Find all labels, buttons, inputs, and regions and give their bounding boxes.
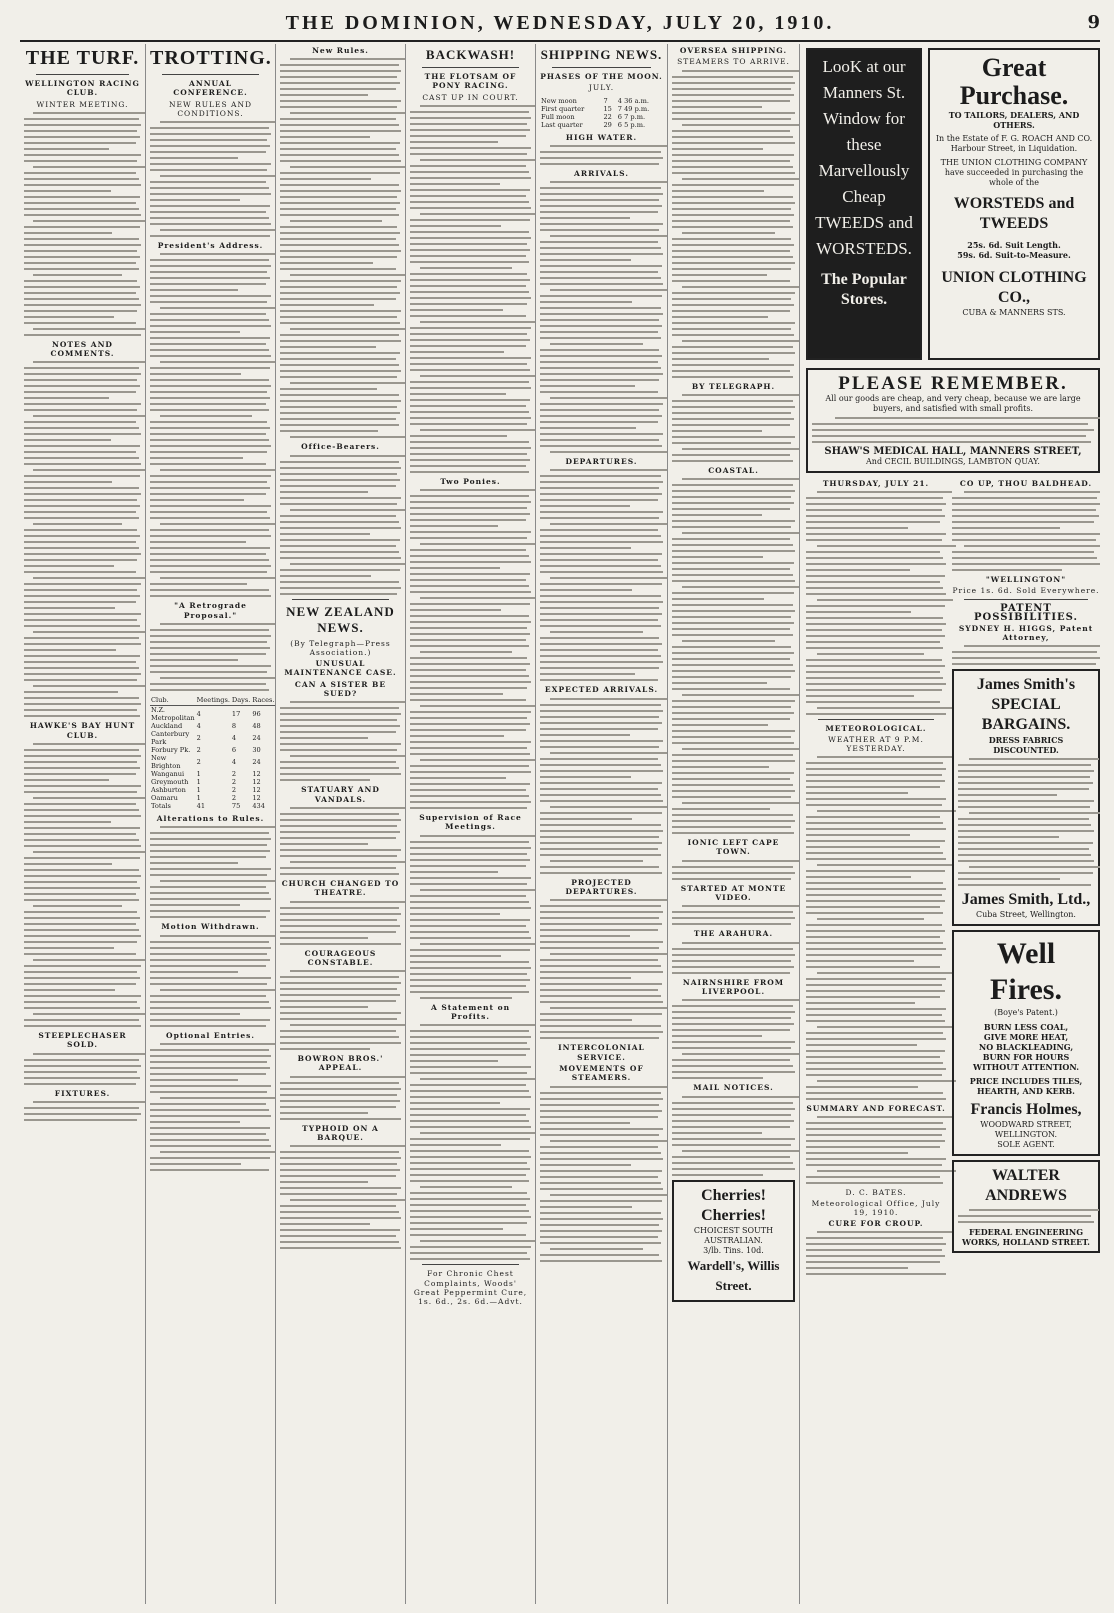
trotting-president-heading: President's Address. <box>157 241 264 251</box>
sister-sued-heading: CAN A SISTER BE SUED? <box>294 679 387 699</box>
column-turf <box>20 44 146 1604</box>
trotting-president-body <box>150 253 271 597</box>
arrivals-heading: ARRIVALS. <box>574 168 629 178</box>
trotting-withdrawn-body <box>150 935 271 1027</box>
baldhead-body <box>952 491 1100 571</box>
tally-row: Ashburton 1 2 12 <box>151 786 261 795</box>
walter-andrews-foot: FEDERAL ENGINEERING WORKS, HOLLAND STREET. <box>962 1227 1090 1247</box>
moon-phases-table <box>540 97 663 129</box>
turf-fixtures-heading: FIXTURES. <box>54 1088 111 1098</box>
popular-stores-line: TWEEDS and <box>815 213 913 232</box>
trotting-alterations-heading: Alterations to Rules. <box>156 814 265 824</box>
turf-hawkes-bay-heading: HAWKE'S BAY HUNT CLUB. <box>29 721 136 740</box>
oversea-heading: OVERSEA SHIPPING. <box>679 46 788 55</box>
union-clothing-advert <box>928 48 1100 360</box>
croup-heading: CURE FOR CROUP. <box>828 1219 924 1228</box>
walter-andrews-title: WALTER ANDREWS <box>985 1167 1067 1204</box>
turf-subheading-meeting: WINTER MEETING. <box>36 99 129 109</box>
well-fires-patent: (Boye's Patent.) <box>994 1008 1058 1017</box>
ionic-body <box>672 860 795 880</box>
tally-row: Greymouth 1 2 12 <box>151 778 261 787</box>
popular-stores-line: Manners St. <box>822 83 906 102</box>
james-smith-advert <box>952 669 1100 926</box>
well-fires-title: Well Fires. <box>990 937 1062 1006</box>
well-fires-feature: WITHOUT ATTENTION. <box>973 1062 1079 1072</box>
popular-stores-advert <box>806 48 922 360</box>
new-rules-heading: New Rules. <box>312 46 369 55</box>
bowron-body <box>280 1076 401 1120</box>
turf-subheading-club: WELLINGTON RACING CLUB. <box>25 79 140 98</box>
tally-header: Club. <box>150 695 196 706</box>
constable-body <box>280 970 401 1050</box>
nairnshire-body <box>672 999 795 1079</box>
well-fires-feature: GIVE MORE HEAT, <box>983 1032 1069 1042</box>
moon-phase-row: New moon 7 4 36 a.m. <box>541 96 649 105</box>
cherries-advert <box>672 1180 795 1302</box>
nz-news-heading: NEW ZEALAND NEWS. <box>286 603 395 635</box>
popular-stores-line: Cheap <box>842 187 886 206</box>
masthead-title: THE DOMINION, WEDNESDAY, JULY 20, 1910. <box>285 11 835 34</box>
james-smith-body <box>958 758 1094 886</box>
tally-row: Auckland 4 8 48 <box>151 722 261 731</box>
tally-row: Canterbury Park 2 4 24 <box>151 730 261 747</box>
shaws-advert <box>806 368 1100 473</box>
high-water-body <box>540 145 663 165</box>
tally-header: Meetings. <box>196 696 230 705</box>
well-fires-feature: BURN FOR HOURS <box>982 1052 1070 1062</box>
right-adverts <box>952 477 1100 1279</box>
expected-arrivals-body <box>540 698 663 874</box>
movements-heading: MOVEMENTS OF STEAMERS. <box>559 1063 644 1083</box>
shipping-heading: SHIPPING NEWS. <box>540 47 663 62</box>
page-number: 9 <box>1087 12 1100 33</box>
walter-andrews-body <box>958 1209 1094 1223</box>
arahura-heading: THE ARAHURA. <box>693 929 774 939</box>
projected-departures-heading: PROJECTED DEPARTURES. <box>565 877 638 897</box>
tally-row: Oamaru 1 2 12 <box>151 794 261 803</box>
trotting-subheading-conference: ANNUAL CONFERENCE. <box>173 79 248 98</box>
trotting-retrograde-heading: "A Retrograde Proposal." <box>174 601 247 620</box>
well-fires-advert <box>952 930 1100 1156</box>
turf-notes-body <box>24 361 141 717</box>
cherries-price: 3/lb. Tins. 10d. <box>703 1245 764 1255</box>
turf-notes-heading: NOTES AND COMMENTS. <box>50 339 115 359</box>
nairnshire-heading: NAIRNSHIRE FROM LIVERPOOL. <box>682 977 785 996</box>
intercolonial-heading: INTERCOLONIAL SERVICE. <box>558 1043 645 1062</box>
well-fires-shop: Francis Holmes, <box>970 1101 1082 1118</box>
turf-heading: THE TURF. <box>25 47 140 69</box>
moon-phase-row: Full moon 22 6 7 p.m. <box>541 112 646 121</box>
backwash-footer-advert: For Chronic Chest Complaints, Woods' Great Peppermint Cure, 1s. 6d., 2s. 6d.—Advt. <box>413 1269 528 1307</box>
projected-departures-body <box>540 899 663 1039</box>
great-purchase-price: 25s. 6d. Suit Length. <box>967 240 1061 250</box>
mails-heading: THURSDAY, JULY 21. <box>822 479 930 488</box>
baldhead-price: Price 1s. 6d. Sold Everywhere. <box>952 586 1100 595</box>
trotting-body <box>150 121 271 237</box>
tally-header: Days. <box>231 696 251 705</box>
moon-heading: PHASES OF THE MOON. <box>540 72 663 81</box>
popular-stores-line: Window for <box>823 109 905 128</box>
patent-name: SYDNEY H. HIGGS, Patent Attorney, <box>958 624 1094 642</box>
movements-body <box>540 1086 663 1262</box>
backwash-subheading-flotsam: THE FLOTSAM OF PONY RACING. <box>424 72 517 91</box>
tally-header: Races. <box>252 696 275 705</box>
james-smith-title: James Smith's SPECIAL BARGAINS. <box>976 676 1076 733</box>
column-oversea <box>668 44 800 1604</box>
well-fires-addr: WOODWARD STREET, WELLINGTON. <box>980 1120 1072 1139</box>
departures-body <box>540 469 663 681</box>
well-fires-price: PRICE INCLUDES TILES, HEARTH, AND KERB. <box>969 1076 1083 1096</box>
mails-column <box>806 477 946 1279</box>
office-bearers-heading: Office-Bearers. <box>301 442 380 452</box>
shaws-name: SHAW'S MEDICAL HALL, MANNERS STREET, <box>824 446 1082 457</box>
nz-news-byline: (By Telegraph—Press Association.) <box>290 638 391 657</box>
baldhead-heading: CO UP, THOU BALDHEAD. <box>959 479 1093 488</box>
statuary-heading: STATUARY AND VANDALS. <box>301 785 380 804</box>
by-telegraph-body <box>672 394 795 462</box>
maintenance-case-heading: UNUSUAL MAINTENANCE CASE. <box>284 659 397 678</box>
trotting-optional-body <box>150 1043 271 1171</box>
well-fires-feature: BURN LESS COAL, <box>983 1022 1069 1032</box>
trotting-alterations-body <box>150 826 271 918</box>
popular-stores-name: The Popular Stores. <box>821 271 907 308</box>
patent-heading: PATENT POSSIBILITIES. <box>973 603 1079 623</box>
two-ponies-body <box>410 489 531 809</box>
moon-phase-row: Last quarter 29 6 5 p.m. <box>541 120 646 129</box>
by-telegraph-heading: BY TELEGRAPH. <box>691 381 776 391</box>
please-remember-text: All our goods are cheap, and very cheap, because we are large buyers, and satisfied with small profits. <box>825 394 1081 413</box>
well-fires-agent: SOLE AGENT. <box>997 1140 1055 1149</box>
turf-steeplechaser-body <box>24 1053 141 1085</box>
trotting-tally-table <box>150 695 276 810</box>
church-theatre-heading: CHURCH CHANGED TO THEATRE. <box>281 878 400 898</box>
coastal-heading: COASTAL. <box>708 465 759 475</box>
meteorological-heading: METEOROLOGICAL. <box>825 724 927 733</box>
cherries-sub: CHOICEST SOUTH AUSTRALIAN. <box>693 1225 774 1245</box>
great-purchase-title: Great Purchase. <box>959 53 1069 110</box>
profits-body <box>410 1024 531 1260</box>
typhoid-heading: TYPHOID ON A BARQUE. <box>302 1123 379 1143</box>
popular-stores-line: Marvellously <box>818 161 910 180</box>
new-rules-body <box>280 58 401 438</box>
supervision-body <box>410 835 531 999</box>
profits-heading: A Statement on Profits. <box>430 1002 511 1022</box>
baldhead-product: "WELLINGTON" <box>985 575 1067 584</box>
statuary-body <box>280 807 401 875</box>
turf-steeplechaser-heading: STEEPLECHASER SOLD. <box>38 1031 127 1050</box>
mail-notices-heading: MAIL NOTICES. <box>693 1083 774 1093</box>
supervision-heading: Supervision of Race Meetings. <box>419 813 522 832</box>
trotting-subheading-rules: NEW RULES AND CONDITIONS. <box>168 99 253 118</box>
coastal-body <box>672 478 795 834</box>
ionic-heading: IONIC LEFT CAPE TOWN. <box>687 838 780 857</box>
arahura-body <box>672 942 795 974</box>
croup-body <box>806 1231 946 1275</box>
tally-row: Wanganui 1 2 12 <box>151 770 261 779</box>
column-shipping <box>536 44 668 1604</box>
moon-month: JULY. <box>588 83 615 93</box>
james-smith-shop: James Smith, Ltd., <box>961 891 1091 908</box>
patent-body <box>952 645 1100 665</box>
moon-phase-row: First quarter 15 7 49 p.m. <box>541 104 650 113</box>
trotting-optional-heading: Optional Entries. <box>166 1030 255 1040</box>
met-office: Meteorological Office, July 19, 1910. <box>811 1199 941 1217</box>
tally-row: New Brighton 2 4 24 <box>151 754 261 771</box>
turf-body <box>24 112 141 336</box>
steamers-to-arrive-heading: STEAMERS TO ARRIVE. <box>677 57 790 67</box>
office-bearers-body <box>280 455 401 595</box>
constable-heading: COURAGEOUS CONSTABLE. <box>304 948 377 967</box>
trotting-heading: TROTTING. <box>150 47 272 69</box>
expected-arrivals-heading: EXPECTED ARRIVALS. <box>544 685 659 695</box>
james-smith-sub: DRESS FABRICS DISCOUNTED. <box>988 735 1064 755</box>
steamers-to-arrive-body <box>672 70 795 378</box>
departures-heading: DEPARTURES. <box>565 457 638 467</box>
tally-row: Forbury Pk. 2 6 30 <box>151 746 261 755</box>
weather-body <box>806 756 946 1100</box>
mail-notices-body <box>672 1096 795 1176</box>
high-water-heading: HIGH WATER. <box>565 132 638 142</box>
union-clothing-addr: CUBA & MANNERS STS. <box>962 308 1066 317</box>
james-smith-addr: Cuba Street, Wellington. <box>976 910 1076 919</box>
great-purchase-price2: 59s. 6d. Suit-to-Measure. <box>957 250 1071 260</box>
great-purchase-goods: WORSTEDS and TWEEDS <box>953 195 1075 232</box>
sister-sued-body <box>280 701 401 781</box>
backwash-heading: BACKWASH! <box>425 47 516 62</box>
monte-video-body <box>672 905 795 925</box>
column-backwash <box>406 44 536 1604</box>
walter-andrews-advert <box>952 1160 1100 1253</box>
bowron-heading: BOWRON BROS.' APPEAL. <box>297 1054 384 1073</box>
please-remember-title: PLEASE REMEMBER. <box>838 373 1068 394</box>
great-purchase-sub: TO TAILORS, DEALERS, AND OTHERS. <box>948 110 1080 130</box>
great-purchase-text: In the Estate of F. G. ROACH AND CO. Harbour Street, in Liquidation. <box>935 134 1093 153</box>
cherries-shop: Wardell's, Willis Street. <box>687 1257 780 1293</box>
summary-heading: SUMMARY AND FORECAST. <box>806 1104 946 1113</box>
great-purchase-text2: THE UNION CLOTHING COMPANY have succeeded in purchasing the whole of the <box>940 158 1088 187</box>
masthead <box>20 6 1100 42</box>
arrivals-body <box>540 181 663 453</box>
column-trotting <box>146 44 276 1604</box>
backwash-subheading-court: CAST UP IN COURT. <box>422 92 519 102</box>
typhoid-body <box>280 1145 401 1249</box>
trotting-retrograde-body <box>150 623 271 691</box>
summary-body <box>806 1116 946 1184</box>
union-clothing-name: UNION CLOTHING CO., <box>941 269 1087 306</box>
monte-video-heading: STARTED AT MONTE VIDEO. <box>680 883 787 903</box>
popular-stores-line: these <box>846 135 882 154</box>
column-nz-news <box>276 44 406 1604</box>
weather-heading: WEATHER AT 9 P.M. YESTERDAY. <box>828 735 924 753</box>
forecaster-name: D. C. BATES. <box>845 1188 907 1197</box>
mails-body <box>806 491 946 715</box>
tally-total-row: Totals 41 75 434 <box>151 802 265 811</box>
turf-fixtures-body <box>24 1101 141 1121</box>
church-theatre-body <box>280 901 401 945</box>
backwash-body <box>410 105 531 473</box>
popular-stores-line: LooK at our <box>822 57 906 76</box>
shaws-addr: And CECIL BUILDINGS, LAMBTON QUAY. <box>866 457 1040 466</box>
trotting-withdrawn-heading: Motion Withdrawn. <box>161 922 260 932</box>
turf-hawkes-bay-body <box>24 743 141 1027</box>
two-ponies-heading: Two Ponies. <box>440 476 501 486</box>
well-fires-feature: NO BLACKLEADING, <box>978 1042 1074 1052</box>
popular-stores-line: WORSTEDS. <box>816 239 912 258</box>
column-adverts <box>800 44 1100 1604</box>
shaws-list <box>812 417 1094 443</box>
tally-row: N.Z. Metropolitan 4 17 96 <box>151 706 261 723</box>
cherries-title: Cherries! Cherries! <box>701 1186 766 1224</box>
